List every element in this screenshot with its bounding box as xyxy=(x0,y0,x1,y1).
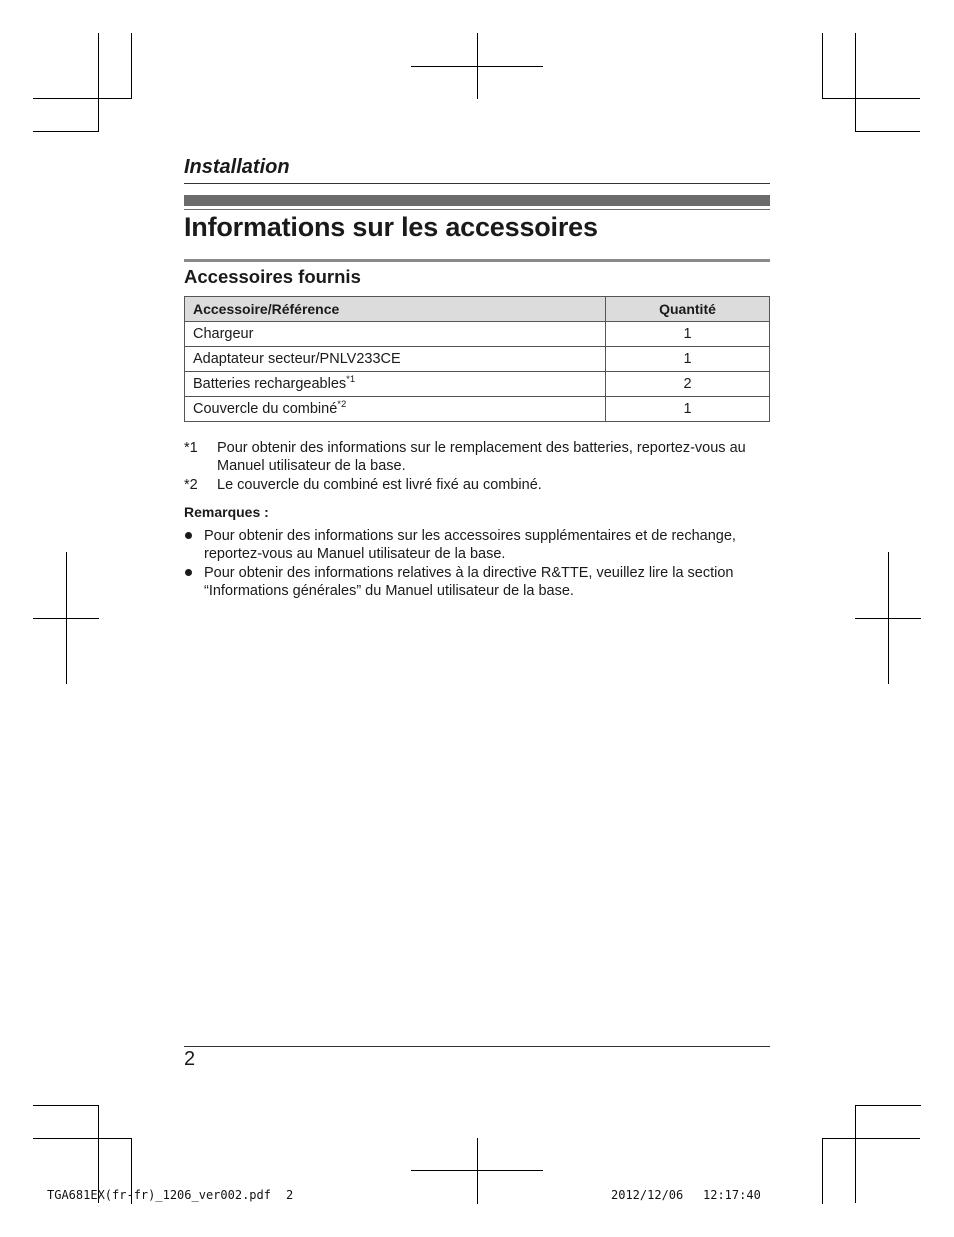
quantity-cell: 1 xyxy=(606,347,770,372)
remark-text: Pour obtenir des informations relatives à la directive R&TTE, veuillez lire la section “Informations générales” du Manuel utilisateur de la base. xyxy=(204,565,734,599)
accessory-name: Chargeur xyxy=(193,326,254,342)
quantity-cell: 1 xyxy=(606,397,770,422)
column-header-quantity: Quantité xyxy=(606,297,770,322)
accessories-table xyxy=(184,296,770,422)
footnote-marker: *2 xyxy=(184,477,198,493)
footnote-marker: *1 xyxy=(184,440,198,456)
section-divider xyxy=(184,183,770,184)
footnote-text: Pour obtenir des informations sur le remplacement des batteries, reportez-vous au Manuel utilisateur de la base. xyxy=(217,440,746,474)
accessory-name: Adaptateur secteur/PNLV233CE xyxy=(193,351,401,367)
table-header-row xyxy=(185,297,770,322)
title-bar xyxy=(184,195,770,206)
bullet-icon xyxy=(185,532,192,539)
footnote-ref: *1 xyxy=(346,374,356,385)
remarks-label: Remarques : xyxy=(184,504,269,520)
footnote-ref: *2 xyxy=(337,399,347,410)
footer-divider xyxy=(184,1046,770,1047)
print-time: 12:17:40 xyxy=(703,1188,761,1202)
accessory-cell xyxy=(185,322,606,347)
quantity-cell: 1 xyxy=(606,322,770,347)
table-row xyxy=(185,397,770,422)
subsection-title: Accessoires fournis xyxy=(184,266,361,287)
accessory-cell xyxy=(185,372,606,397)
table-row xyxy=(185,372,770,397)
section-label: Installation xyxy=(184,156,290,178)
footnote-text: Le couvercle du combiné est livré fixé au combiné. xyxy=(217,477,542,493)
table-row xyxy=(185,322,770,347)
print-page: 2 xyxy=(286,1188,294,1202)
print-date: 2012/12/06 xyxy=(611,1188,684,1202)
table-row xyxy=(185,347,770,372)
accessory-name: Batteries rechargeables xyxy=(193,376,347,392)
quantity-cell: 2 xyxy=(606,372,770,397)
title-bar-line xyxy=(184,209,770,210)
title-underline xyxy=(184,259,770,262)
accessory-cell xyxy=(185,347,606,372)
accessory-name: Couvercle du combiné xyxy=(193,401,338,417)
page-number: 2 xyxy=(184,1048,196,1070)
bullet-icon xyxy=(185,569,192,576)
accessory-cell xyxy=(185,397,606,422)
print-file-name: TGA681EX(fr-fr)_1206_ver002.pdf xyxy=(47,1188,271,1202)
page-title: Informations sur les accessoires xyxy=(184,212,598,242)
remark-text: Pour obtenir des informations sur les accessoires supplémentaires et de rechange, reportez-vous au Manuel utilisateur de la base. xyxy=(204,528,736,562)
column-header-accessory: Accessoire/Référence xyxy=(185,297,606,322)
